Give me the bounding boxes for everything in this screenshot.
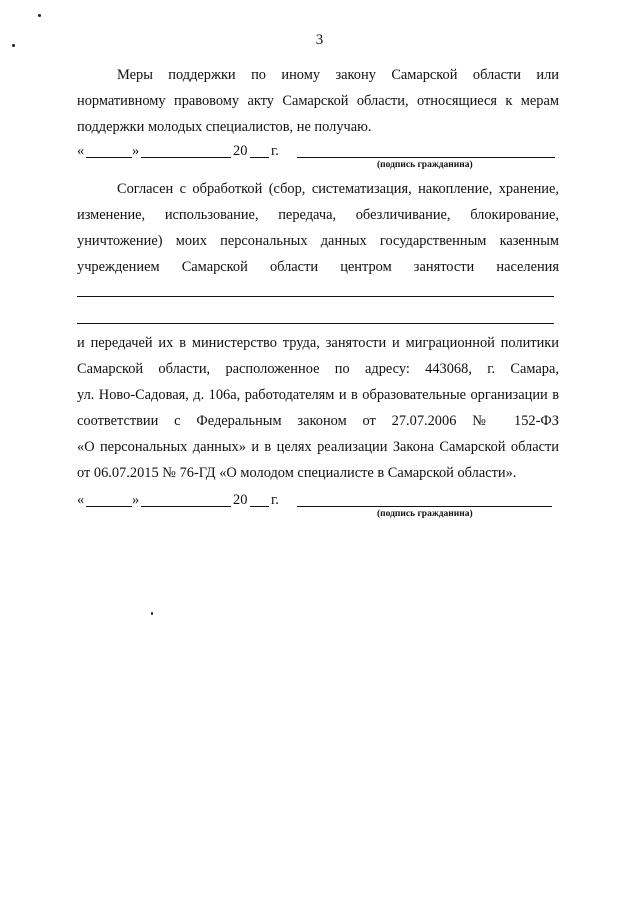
paragraph-line: Самарской области, расположенное по адресу: 443068, г. Самара, — [77, 361, 559, 377]
support-measures-paragraph — [77, 62, 559, 140]
paragraph-line: Меры поддержки по иному закону Самарской области или — [117, 67, 559, 83]
signature-caption: (подпись гражданина) — [377, 160, 473, 170]
paragraph-line: учреждением Самарской области центром занятости населения — [77, 259, 559, 275]
employment-center-field[interactable] — [77, 323, 554, 324]
open-quote: « — [77, 143, 85, 159]
employment-center-field[interactable] — [77, 296, 554, 297]
year-field[interactable] — [250, 157, 269, 158]
paragraph-line: «О персональных данных» и в целях реализации Закона Самарской области — [77, 439, 559, 455]
year-suffix: г. — [271, 143, 279, 159]
signature-field[interactable] — [297, 157, 555, 158]
paragraph-line: изменение, использование, передача, обезличивание, блокирование, — [77, 207, 559, 223]
date-signature-line — [77, 489, 559, 511]
open-quote: « — [77, 492, 85, 508]
page-number: 3 — [315, 32, 324, 48]
close-quote: » — [132, 492, 140, 508]
paragraph-line: уничтожение) моих персональных данных государственным казенным — [77, 233, 559, 249]
month-field[interactable] — [141, 506, 231, 507]
paragraph-line: Согласен с обработкой (сбор, систематизация, накопление, хранение, — [117, 181, 559, 197]
close-quote: » — [132, 143, 140, 159]
signature-caption: (подпись гражданина) — [377, 509, 473, 519]
day-field[interactable] — [86, 157, 132, 158]
paragraph-line: нормативному правовому акту Самарской области, относящиеся к мерам — [77, 93, 559, 109]
year-field[interactable] — [250, 506, 269, 507]
consent-paragraph — [77, 176, 559, 280]
paragraph-line: соответствии с Федеральным законом от 27.07.2006 № 152-ФЗ — [77, 413, 559, 429]
year-suffix: г. — [271, 492, 279, 508]
month-field[interactable] — [141, 157, 231, 158]
day-field[interactable] — [86, 506, 132, 507]
scan-speck — [151, 612, 153, 615]
paragraph-line: ул. Ново-Садовая, д. 106а, работодателям и в образовательные организации в — [77, 387, 559, 403]
paragraph-line: поддержки молодых специалистов, не получаю. — [77, 119, 372, 135]
year-prefix: 20 — [233, 492, 248, 508]
paragraph-line: от 06.07.2015 № 76-ГД «О молодом специалисте в Самарской области». — [77, 465, 517, 481]
year-prefix: 20 — [233, 143, 248, 159]
paragraph-line: и передачей их в министерство труда, занятости и миграционной политики — [77, 335, 559, 351]
scan-speck — [38, 14, 41, 17]
date-signature-line — [77, 140, 559, 162]
transfer-paragraph — [77, 330, 559, 486]
signature-field[interactable] — [297, 506, 552, 507]
